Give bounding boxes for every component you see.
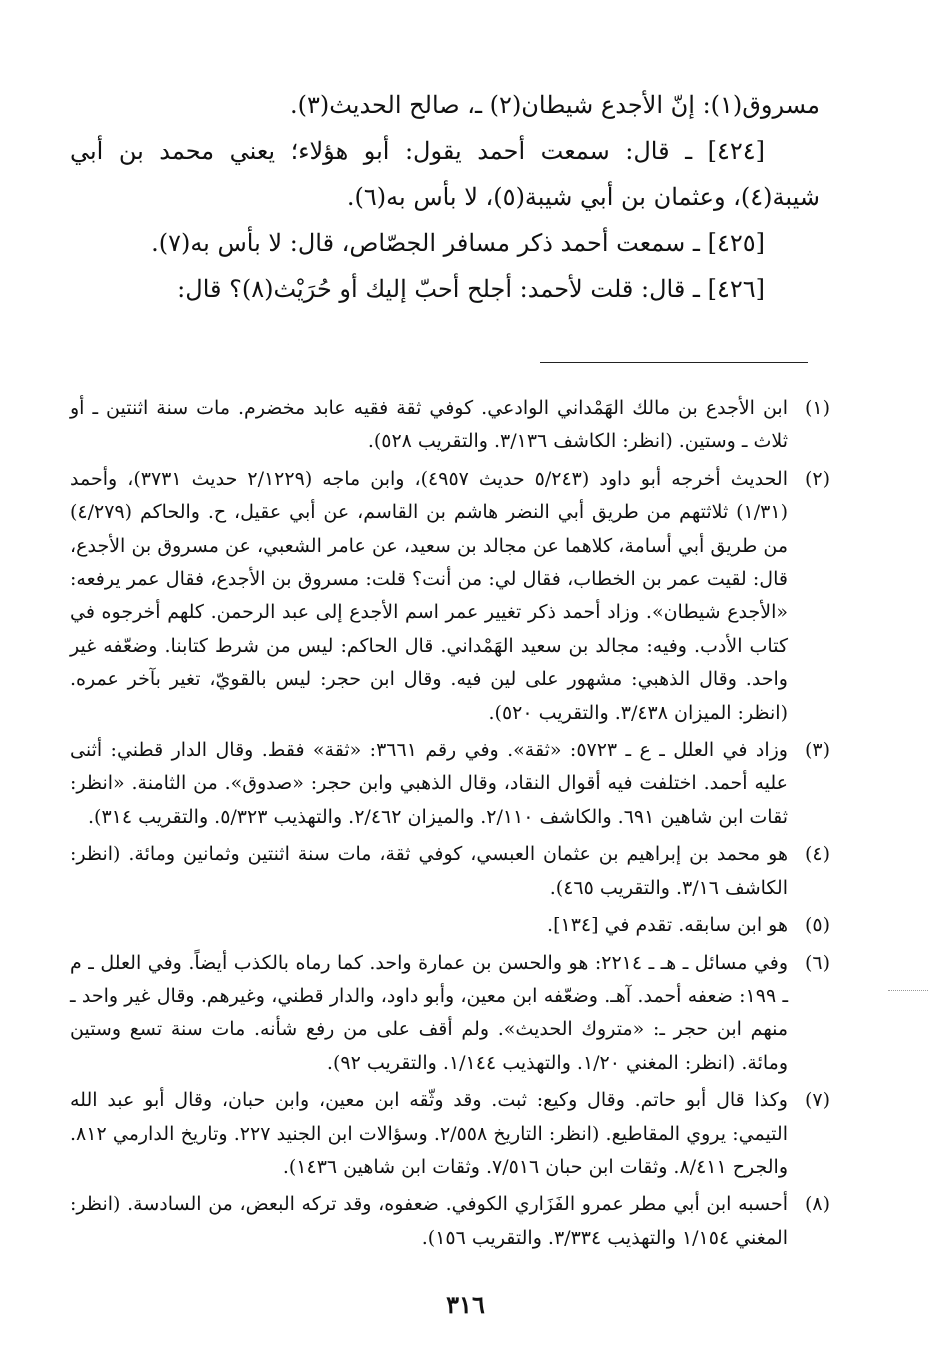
footnote (70, 838, 830, 905)
footnote-text: ابن الأجدع بن مالك الهَمْداني الوادعي. كوفي ثقة فقيه عابد مخضرم. مات سنة اثنتين ـ أو ثلاث ـ وستين. (انظر: الكاشف ٣/١٣٦. والتقريب ٥٢٨). (70, 397, 788, 453)
footnote (70, 734, 830, 834)
main-paragraph-1: مسروق(١): إنّ الأجدع شيطان(٢) ـ، صالح الحديث(٣). (289, 91, 820, 119)
footnote-number: (١) (804, 397, 830, 419)
entry-426: [٤٢٦] ـ قال: قلت لأحمد: أجلح أحبّ إليك أو حُرَيْث(٨)؟ قال: (177, 275, 765, 303)
footnote-text: أحسبه ابن أبي مطر عمرو الفَزَاري الكوفي. ضعفوه، وقد تركه البعض، من السادسة. (انظر: المغني ١/١٥٤ والتهذيب ٣/٣٣٤. والتقريب ١٥٦). (70, 1193, 788, 1249)
footnotes-block (70, 392, 830, 1259)
footnote-number: (٣) (804, 739, 830, 762)
footnote-text: وفي مسائل ـ هـ ـ ٢٢١٤: هو والحسن بن عمارة واحد. كما رماه بالكذب أيضاً. وفي العلل ـ م ـ ١٩٩: ضعفه أحمد. آهـ. وضعّفه ابن معين، وأبو داود، والدار قطني، وغيرهم. وقال غير واحد ـ منهم ابن حجر ـ: «متروك الحديث». ولم أقف على من رفع شأنه. مات سنة تسع وستين ومائة. (انظر: المغني ١/٢٠. والتهذيب ١/١٤٤. والتقريب ٩٢). (70, 951, 789, 1074)
page-number: ٣١٦ (446, 1290, 485, 1319)
footnote (70, 1084, 830, 1184)
footnote-text: هو محمد بن إبراهيم بن عثمان العبسي، كوفي ثقة، مات سنة اثنتين وثمانين ومائة. (انظر: الكاشف ٣/١٦. والتقريب ٤٦٥). (70, 843, 788, 899)
footnote-text: هو ابن سابقه. تقدم في [١٣٤]. (547, 914, 788, 937)
footnote (70, 947, 830, 1081)
footnote-text: وكذا قال أبو حاتم. وقال وكيع: ثبت. وقد وثّقه ابن معين، وابن حبان، وقال أبو عبد الله التيمي: يروي المقاطيع. (انظر: التاريخ ٢/٥٥٨. وسؤالات ابن الجنيد ٢٢٧. وتاريخ الدارمي ٨١٢. والجرح ٨/٤١١. وثقات ابن حبان ٧/٥١٦. وثقات ابن شاهين ١٤٣٦). (70, 1089, 788, 1178)
footnote-text: الحديث أخرجه أبو داود (٥/٢٤٣ حديث ٤٩٥٧)، وابن ماجه (٢/١٢٢٩ حديث ٣٧٣١)، وأحمد (١/٣١) ثلاثتهم من طريق أبي النضر هاشم بن القاسم، عن أبي عقيل، ح. والحاكم (٤/٢٧٩) من طريق أبي أسامة، كلاهما عن مجالد بن سعيد، عن عامر الشعبي، عن مسروق بن الأجدع، قال: لقيت عمر بن الخطاب، فقال لي: من أنت؟ قلت: مسروق بن الأجدع، فقال عمر يرفعه: «الأجدع شيطان». وزاد أحمد ذكر تغيير عمر اسم الأجدع إلى عبد الرحمن. كلهم أخرجوه في كتاب الأدب. وفيه: مجالد بن سعيد الهَمْداني. قال الحاكم: ليس من شرط كتابنا. وضعّفه غير واحد. وقال الذهبي: مشهور على لين فيه. وقال ابن حجر: ليس بالقويّ، تغير بآخر عمره. (انظر: الميزان ٣/٤٣٨. والتقريب ٥٢٠). (70, 467, 788, 724)
footnote-separator (540, 362, 808, 363)
entry-425: [٤٢٥] ـ سمعت أحمد ذكر مسافر الجصّاص، قال: لا بأس به(٧). (151, 229, 765, 257)
footnote-number: (٢) (804, 467, 830, 490)
margin-mark (888, 990, 928, 991)
footnote-number: (٨) (804, 1193, 830, 1216)
footnote-number: (٧) (804, 1089, 830, 1112)
footnote (70, 1188, 830, 1255)
footnote (70, 909, 830, 942)
footnote (70, 392, 830, 459)
entry-424: [٤٢٤] ـ قال: سمعت أحمد يقول: أبو هؤلاء؛ يعني محمد بن أبي شيبة(٤)، وعثمان بن أبي شيبة(٥)، لا بأس به(٦). (70, 137, 820, 211)
footnote-number: (٥) (804, 914, 830, 937)
footnote-number: (٦) (804, 951, 830, 974)
footnote (70, 463, 830, 730)
main-text-block (70, 82, 820, 312)
footnote-number: (٤) (804, 843, 830, 866)
footnote-text: وزاد في العلل ـ ع ـ ٥٧٢٣: «ثقة». وفي رقم ٣٦٦١: «ثقة» فقط. وقال الدار قطني: أثنى عليه أحمد. اختلفت فيه أقوال النقاد، وقال الذهبي وابن حجر: «صدوق». من الثامنة. «انظر: ثقات ابن شاهين ٦٩١. والكاشف ٢/١١٠. والميزان ٢/٤٦٢. والتهذيب ٥/٣٢٣. والتقريب ٣١٤). (70, 739, 788, 828)
